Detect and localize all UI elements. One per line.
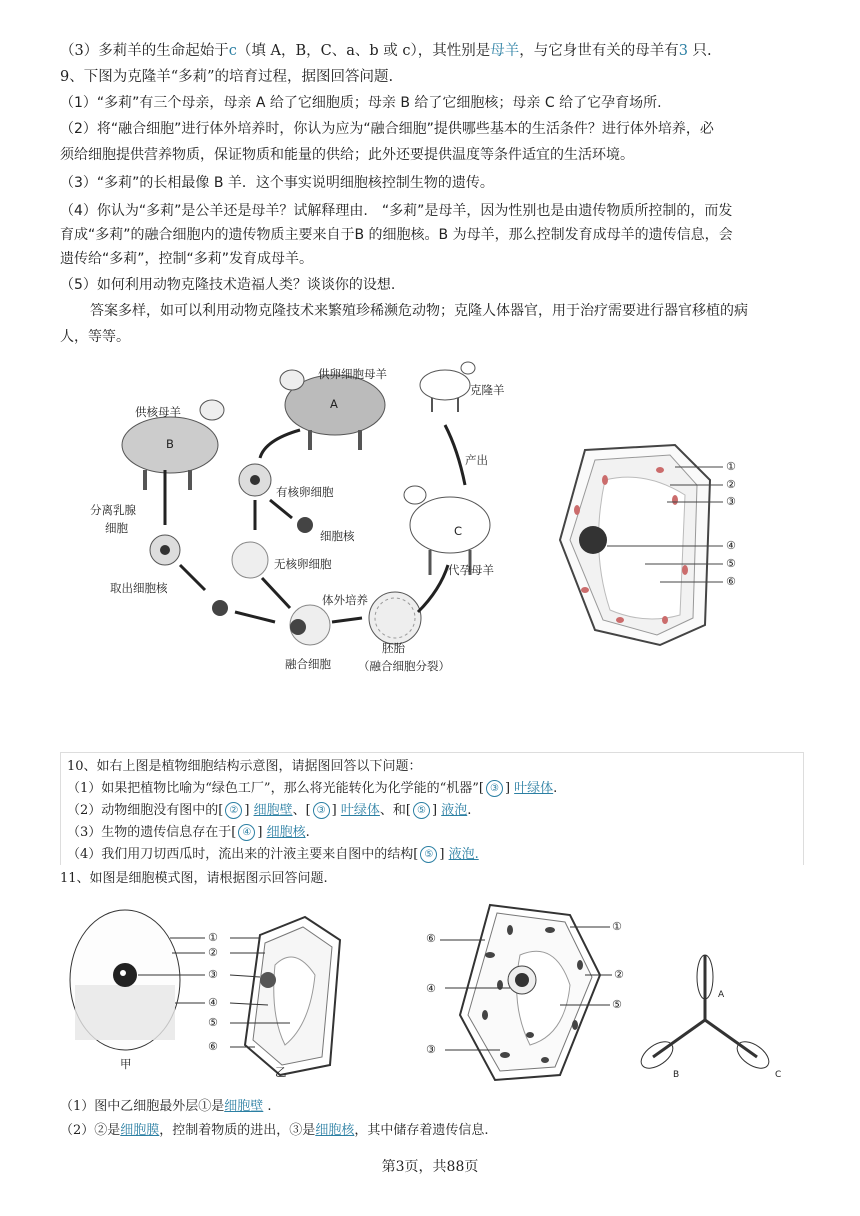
q9-p4c: 遗传给“多莉”，控制“多莉”发育成母羊。 bbox=[60, 251, 314, 267]
label-b: B bbox=[673, 1070, 680, 1080]
q11-title: 11、如图是细胞模式图，请根据图示回答问题. bbox=[60, 871, 328, 886]
label-embryo: 胚胎 bbox=[382, 641, 405, 655]
q11-right-num-1: ① bbox=[612, 920, 622, 933]
q10-line4: （4）我们用刀切西瓜时，流出来的汁液主要来自图中的结构[ ⑤ ] 液泡. bbox=[67, 847, 479, 862]
q11-right-num-5: ⑤ bbox=[612, 998, 622, 1011]
cell-num-5: ⑤ bbox=[726, 557, 736, 570]
q9-p1: （1）“多莉”有三个母亲，母亲 A 给了它细胞质；母亲 B 给了它细胞核；母亲 C 给了它孕育场所. bbox=[60, 95, 662, 111]
q10-line3: （3）生物的遗传信息存在于[ ④ ] 细胞核. bbox=[67, 825, 310, 840]
label-sheep-c: C bbox=[454, 524, 463, 538]
q9-p5b: 人，等等。 bbox=[60, 329, 130, 345]
label-nucleated-egg: 有核卵细胞 bbox=[276, 485, 334, 499]
q9-p3: （3）“多莉”的长相最像 B 羊．这个事实说明细胞核控制生物的遗传。 bbox=[60, 175, 494, 191]
label-take-nucleus: 取出细胞核 bbox=[110, 581, 168, 595]
label-surrogate: 代孕母羊 bbox=[448, 563, 494, 577]
q11-line2: （2）②是细胞膜，控制着物质的进出，③是细胞核，其中储存着遗传信息. bbox=[60, 1123, 489, 1138]
q10-line2: （2）动物细胞没有图中的[ ② ] 细胞壁、[ ③ ] 叶绿体、和[ ⑤ ] 液泡. bbox=[67, 803, 472, 818]
q11-right-num-6: ⑥ bbox=[426, 932, 436, 945]
plant-cell-right bbox=[460, 905, 600, 1080]
q9-p4a: （4）你认为“多莉”是公羊还是母羊？试解释理由. “多莉”是母羊，因为性别也是由遗传物质所控制的，而发 bbox=[60, 203, 733, 219]
label-donor-egg: 供卵细胞母羊 bbox=[318, 367, 387, 381]
q11-num-3: ③ bbox=[208, 968, 218, 981]
cell-num-1: ① bbox=[726, 460, 736, 473]
label-cell: 细胞 bbox=[105, 521, 128, 535]
label-jia: 甲 bbox=[120, 1057, 132, 1071]
cell-num-6: ⑥ bbox=[726, 575, 736, 588]
plant-cell-diagram bbox=[545, 440, 745, 660]
q11-right-num-2: ② bbox=[614, 968, 624, 981]
q8-line3: （3）多莉羊的生命起始于c（填 A，B，C、a、b 或 c），其性别是母羊，与它身世有关的母羊有3 只. bbox=[60, 43, 712, 59]
label-yi: 乙 bbox=[275, 1065, 287, 1079]
q9-p5: （5）如何利用动物克隆技术造福人类？谈谈你的设想. bbox=[60, 277, 396, 293]
q11-num-4: ④ bbox=[208, 996, 218, 1009]
spindle-figure bbox=[637, 955, 774, 1074]
label-a: A bbox=[718, 990, 725, 1000]
animal-cell-jia bbox=[70, 910, 180, 1050]
label-culture: 体外培养 bbox=[322, 593, 368, 607]
label-sheep-b: B bbox=[166, 437, 174, 451]
label-produce: 产出 bbox=[465, 453, 488, 467]
label-clone: 克隆羊 bbox=[470, 383, 505, 397]
q11-num-6: ⑥ bbox=[208, 1040, 218, 1053]
q11-num-2: ② bbox=[208, 946, 218, 959]
label-sheep-a: A bbox=[330, 397, 338, 411]
label-fused: 融合细胞 bbox=[285, 657, 331, 671]
q9-p2a: （2）将“融合细胞”进行体外培养时，你认为应为“融合细胞”提供哪些基本的生活条件？进行体外培养，必 bbox=[60, 121, 714, 137]
cell-num-3: ③ bbox=[726, 495, 736, 508]
clone-sheep-illustration bbox=[420, 362, 475, 412]
q11-line1: （1）图中乙细胞最外层①是细胞壁 . bbox=[60, 1099, 272, 1114]
label-enucleated-egg: 无核卵细胞 bbox=[274, 557, 332, 571]
q9-p5a: 答案多样，如可以利用动物克隆技术来繁殖珍稀濒危动物；克隆人体器官，用于治疗需要进行器官移植的病 bbox=[90, 303, 748, 319]
q11-right-num-3: ③ bbox=[426, 1043, 436, 1056]
q11-num-1: ① bbox=[208, 931, 218, 944]
q11-num-5: ⑤ bbox=[208, 1016, 218, 1029]
q11-right-num-4: ④ bbox=[426, 982, 436, 995]
label-embryo-sub: （融合细胞分裂） bbox=[358, 659, 450, 673]
label-donor-nucleus: 供核母羊 bbox=[135, 405, 181, 419]
q10-box bbox=[60, 752, 804, 865]
q9-p2b: 须给细胞提供营养物质，保证物质和能量的供给；此外还要提供温度等条件适宜的生活环境。 bbox=[60, 147, 634, 163]
label-separate: 分离乳腺 bbox=[90, 503, 136, 517]
q10-title: 10、如右上图是植物细胞结构示意图，请据图回答以下问题： bbox=[67, 759, 422, 774]
page-footer: 第3页，共88页 bbox=[381, 1159, 479, 1175]
q9-title: 9、下图为克隆羊“多莉”的培育过程，据图回答问题. bbox=[60, 69, 394, 85]
q10-line1: （1）如果把植物比喻为“绿色工厂”，那么将光能转化为化学能的“机器”[ ③ ] 叶绿体. bbox=[67, 781, 558, 796]
label-c: C bbox=[775, 1070, 782, 1080]
q9-p4b: 育成“多莉”的融合细胞内的遗传物质主要来自于B 的细胞核。B 为母羊，那么控制发育成母羊的遗传信息，会 bbox=[60, 227, 733, 243]
label-nucleus: 细胞核 bbox=[320, 529, 355, 543]
cloning-diagram bbox=[70, 350, 550, 680]
plant-cell-yi bbox=[245, 917, 340, 1075]
cell-num-4: ④ bbox=[726, 539, 736, 552]
cell-num-2: ② bbox=[726, 478, 736, 491]
